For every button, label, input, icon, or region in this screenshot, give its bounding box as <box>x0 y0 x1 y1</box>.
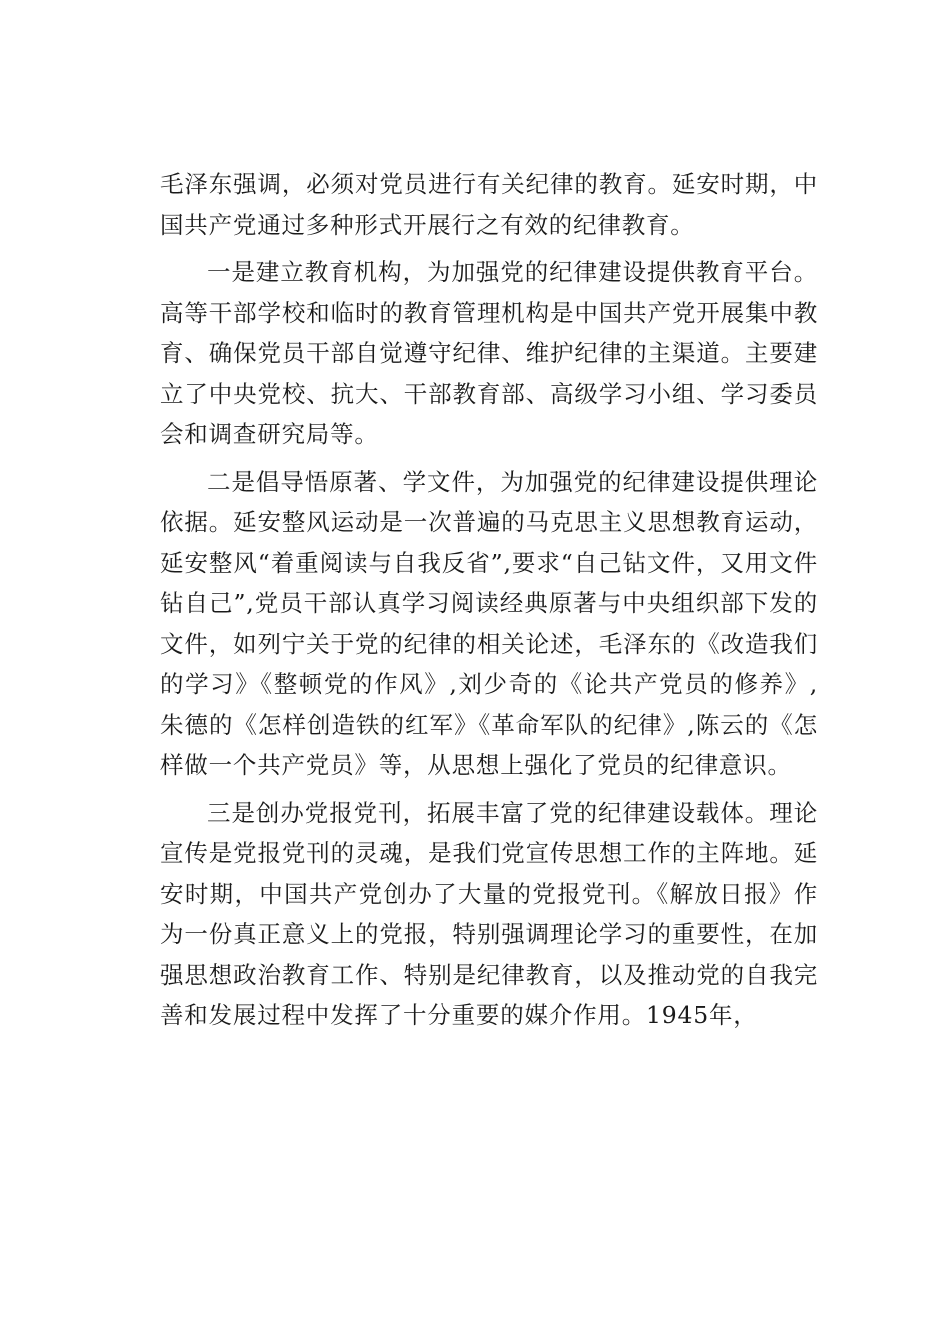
paragraph-point-three: 三是创办党报党刊，拓展丰富了党的纪律建设载体。理论宣传是党报党刊的灵魂，是我们党宣传思想工作的主阵地。延安时期，中国共产党创办了大量的党报党刊。《解放日报》作为一份真正意义上的党报，特别强调理论学习的重要性，在加强思想政治教育工作、特别是纪律教育，以及推动党的自我完善和发展过程中发挥了十分重要的媒介作用。1945年， <box>160 798 818 1029</box>
document-body <box>160 164 818 1036</box>
paragraph-point-two: 二是倡导悟原著、学文件，为加强党的纪律建设提供理论依据。延安整风运动是一次普遍的马克思主义思想教育运动，延安整风“着重阅读与自我反省”,要求“自己钻文件，又用文件钻自己”,党员干部认真学习阅读经典原著与中央组织部下发的文件，如列宁关于党的纪律的相关论述，毛泽东的《改造我们的学习》《整顿党的作风》,刘少奇的《论共产党员的修养》,朱德的《怎样创造铁的红军》《革命军队的纪律》,陈云的《怎样做一个共产党员》等，从思想上强化了党员的纪律意识。 <box>160 467 818 779</box>
paragraph-intro: 毛泽东强调，必须对党员进行有关纪律的教育。延安时期，中国共产党通过多种形式开展行之有效的纪律教育。 <box>160 170 818 239</box>
paragraph-point-one: 一是建立教育机构，为加强党的纪律建设提供教育平台。高等干部学校和临时的教育管理机构是中国共产党开展集中教育、确保党员干部自觉遵守纪律、维护纪律的主渠道。主要建立了中央党校、抗大、干部教育部、高级学习小组、学习委员会和调查研究局等。 <box>160 258 818 448</box>
